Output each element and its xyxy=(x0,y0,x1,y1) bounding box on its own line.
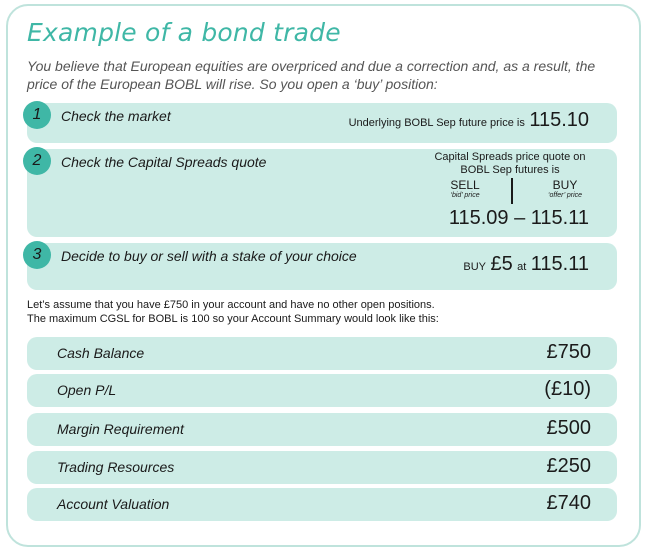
sell-column xyxy=(435,178,495,200)
step-2-number: 2 xyxy=(23,147,51,175)
summary-value: £740 xyxy=(546,492,591,514)
step-3-panel xyxy=(27,243,617,290)
sell-label: SELL xyxy=(450,178,480,192)
assumption-text xyxy=(27,298,627,326)
summary-row-trading-resources xyxy=(27,451,617,484)
step-2-panel xyxy=(27,149,617,237)
assumption-line-2: The maximum CGSL for BOBL is 100 so your Account Summary would look like this: xyxy=(27,313,439,325)
order-price: 115.11 xyxy=(530,253,589,275)
summary-value: £500 xyxy=(546,417,591,439)
buy-column xyxy=(535,178,595,200)
step-1-panel xyxy=(27,103,617,143)
intro-text: You believe that European equities are overpriced and due a correction and, as a result, the price of the European BOBL will rise. So you open a ‘buy’ position: xyxy=(27,58,596,92)
summary-value: £250 xyxy=(546,455,591,477)
summary-row-open-pl xyxy=(27,374,617,407)
summary-row-cash-balance xyxy=(27,337,617,370)
sell-sublabel: ‘bid’ price xyxy=(450,192,480,199)
step-3-number: 3 xyxy=(23,241,51,269)
order-direction: BUY xyxy=(463,261,486,273)
summary-row-account-valuation xyxy=(27,488,617,521)
underlying-price-prefix: Underlying BOBL Sep future price is xyxy=(348,117,525,129)
assumption-line-1: Let’s assume that you have £750 in your account and have no other open positions. xyxy=(27,299,435,311)
order-at: at xyxy=(517,261,527,273)
quote-heading: Capital Spreads price quote on BOBL Sep futures is xyxy=(434,151,586,176)
quote-range: 115.09 – 115.11 xyxy=(448,207,589,229)
underlying-price xyxy=(349,109,589,132)
step-2-label: Check the Capital Spreads quote xyxy=(61,154,267,170)
sell-buy-block xyxy=(425,178,595,206)
summary-label: Open P/L xyxy=(57,382,117,398)
trade-order xyxy=(463,253,589,276)
page-title: Example of a bond trade xyxy=(27,18,341,47)
summary-label: Account Valuation xyxy=(57,496,170,512)
step-1-label: Check the market xyxy=(61,108,171,124)
buy-sublabel: ‘offer’ price xyxy=(547,192,583,199)
summary-value: £750 xyxy=(546,341,591,363)
summary-label: Margin Requirement xyxy=(57,421,184,437)
summary-value: (£10) xyxy=(544,378,591,400)
order-stake: £5 xyxy=(490,253,513,275)
step-1-number: 1 xyxy=(23,101,51,129)
summary-label: Trading Resources xyxy=(57,459,175,475)
divider xyxy=(511,178,513,204)
underlying-price-value: 115.10 xyxy=(529,109,589,131)
step-3-label: Decide to buy or sell with a stake of your choice xyxy=(61,248,357,264)
buy-label: BUY xyxy=(552,178,578,192)
summary-row-margin-requirement xyxy=(27,413,617,446)
summary-label: Cash Balance xyxy=(57,345,145,361)
